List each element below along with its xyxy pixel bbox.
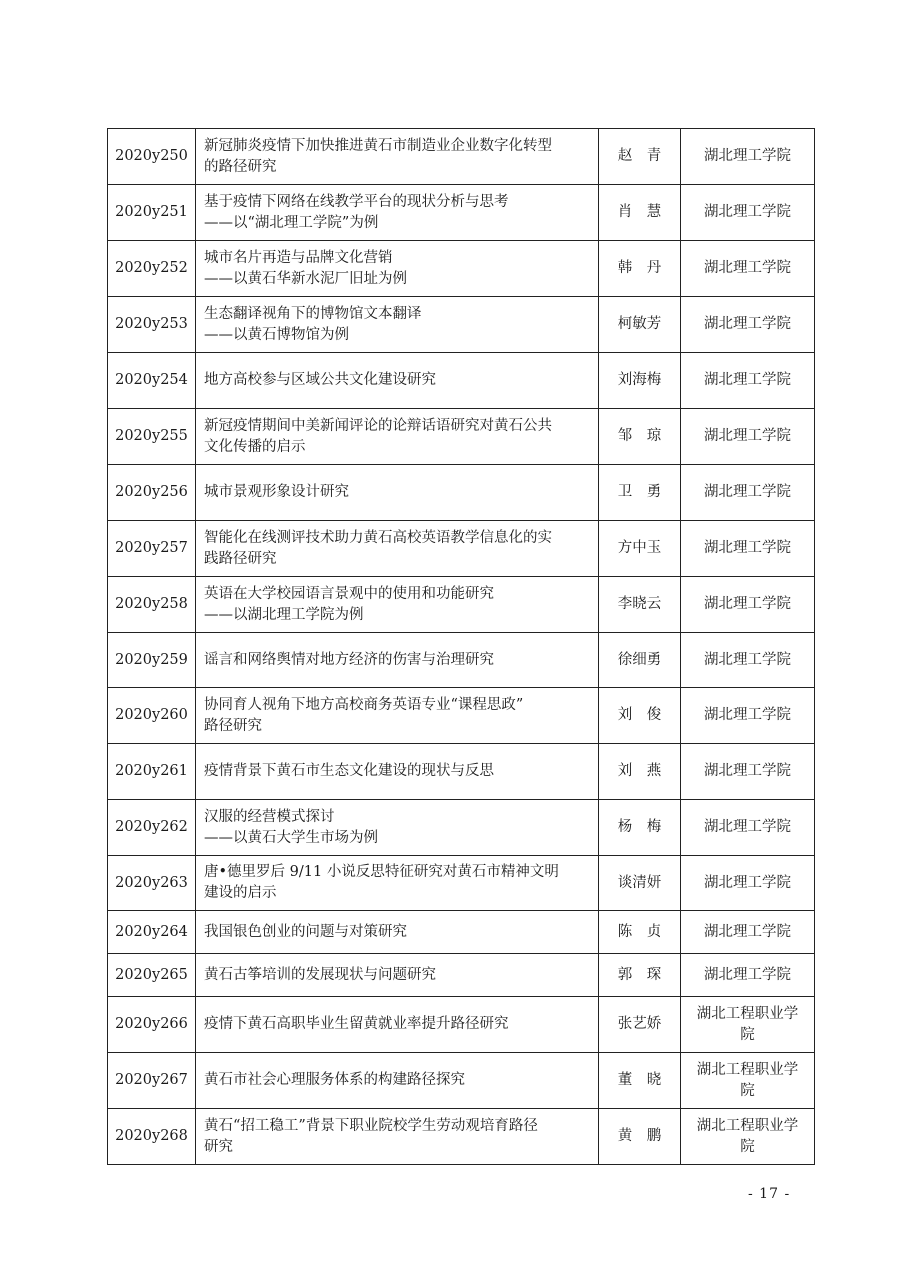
project-leader: 谈清妍 <box>599 856 681 911</box>
project-leader: 柯敏芳 <box>599 297 681 353</box>
project-leader: 方中玉 <box>599 521 681 577</box>
project-unit: 湖北理工学院 <box>681 297 815 353</box>
project-title <box>196 1053 599 1109</box>
project-code: 2020y264 <box>108 911 196 954</box>
table-row <box>108 465 815 521</box>
project-title-line: 协同育人视角下地方高校商务英语专业“课程思政” <box>204 696 524 713</box>
project-leader: 黄 鹏 <box>599 1109 681 1165</box>
project-unit: 湖北理工学院 <box>681 241 815 297</box>
project-unit: 湖北理工学院 <box>681 353 815 409</box>
project-title <box>196 856 599 911</box>
table-row <box>108 353 815 409</box>
project-unit: 湖北理工学院 <box>681 465 815 521</box>
project-title-line: 文化传播的启示 <box>204 438 306 455</box>
project-code: 2020y267 <box>108 1053 196 1109</box>
project-leader: 邹 琼 <box>599 409 681 465</box>
project-leader: 李晓云 <box>599 577 681 633</box>
project-code: 2020y251 <box>108 185 196 241</box>
project-unit: 湖北理工学院 <box>681 800 815 856</box>
project-unit: 湖北工程职业学院 <box>681 1053 815 1109</box>
project-leader: 韩 丹 <box>599 241 681 297</box>
project-title-line: ——以湖北理工学院为例 <box>204 606 364 623</box>
project-title-line: 研究 <box>204 1138 233 1155</box>
project-unit: 湖北工程职业学院 <box>681 1109 815 1165</box>
table-row <box>108 577 815 633</box>
project-code: 2020y262 <box>108 800 196 856</box>
project-leader: 刘 俊 <box>599 688 681 744</box>
project-leader: 刘 燕 <box>599 744 681 800</box>
table-row <box>108 856 815 911</box>
project-title <box>196 409 599 465</box>
project-unit: 湖北理工学院 <box>681 911 815 954</box>
project-title-line: 建设的启示 <box>204 885 277 901</box>
project-title-line: 新冠肺炎疫情下加快推进黄石市制造业企业数字化转型 <box>204 137 552 154</box>
project-table-body <box>108 129 815 1165</box>
project-code: 2020y268 <box>108 1109 196 1165</box>
project-title <box>196 241 599 297</box>
project-title-line: 唐•德里罗后 9/11 小说反思特征研究对黄石市精神文明 <box>204 864 559 880</box>
project-title-line: 城市景观形象设计研究 <box>204 484 349 500</box>
project-title-line: 黄石“招工稳工”背景下职业院校学生劳动观培育路径 <box>204 1117 538 1134</box>
table-row <box>108 911 815 954</box>
project-title-line: 新冠疫情期间中美新闻评论的论辩话语研究对黄石公共 <box>204 417 552 434</box>
project-leader: 肖 慧 <box>599 185 681 241</box>
project-code: 2020y253 <box>108 297 196 353</box>
project-title-line: 路径研究 <box>204 717 262 734</box>
table-row <box>108 241 815 297</box>
table-row <box>108 1109 815 1165</box>
project-title-line: 汉服的经营模式探讨 <box>204 808 335 825</box>
project-code: 2020y257 <box>108 521 196 577</box>
table-row <box>108 954 815 997</box>
table-row <box>108 409 815 465</box>
project-title <box>196 633 599 688</box>
project-leader: 董 晓 <box>599 1053 681 1109</box>
project-leader: 张艺娇 <box>599 997 681 1053</box>
page-number: - 17 - <box>748 1186 791 1202</box>
table-row <box>108 521 815 577</box>
table-row <box>108 744 815 800</box>
table-row <box>108 129 815 185</box>
table-row <box>108 185 815 241</box>
project-code: 2020y258 <box>108 577 196 633</box>
project-title-line: 地方高校参与区域公共文化建设研究 <box>204 372 436 388</box>
project-leader: 陈 贞 <box>599 911 681 954</box>
project-unit: 湖北理工学院 <box>681 577 815 633</box>
project-title <box>196 997 599 1053</box>
project-code: 2020y252 <box>108 241 196 297</box>
project-title <box>196 465 599 521</box>
project-title <box>196 688 599 744</box>
project-title <box>196 1109 599 1165</box>
project-code: 2020y261 <box>108 744 196 800</box>
project-leader: 徐细勇 <box>599 633 681 688</box>
project-leader: 赵 青 <box>599 129 681 185</box>
table-row <box>108 297 815 353</box>
project-unit: 湖北理工学院 <box>681 185 815 241</box>
table-row <box>108 800 815 856</box>
project-unit: 湖北理工学院 <box>681 688 815 744</box>
project-title-line: 践路径研究 <box>204 550 277 567</box>
project-title-line: ——以黄石华新水泥厂旧址为例 <box>204 270 407 287</box>
project-unit: 湖北理工学院 <box>681 856 815 911</box>
project-unit: 湖北理工学院 <box>681 521 815 577</box>
project-title <box>196 129 599 185</box>
project-title-line: 智能化在线测评技术助力黄石高校英语教学信息化的实 <box>204 529 552 546</box>
project-title-line: 基于疫情下网络在线教学平台的现状分析与思考 <box>204 193 509 210</box>
project-unit: 湖北理工学院 <box>681 633 815 688</box>
project-title-line: 生态翻译视角下的博物馆文本翻译 <box>204 305 422 322</box>
project-code: 2020y263 <box>108 856 196 911</box>
project-title-line: 的路径研究 <box>204 158 277 175</box>
project-code: 2020y259 <box>108 633 196 688</box>
project-title-line: ——以黄石博物馆为例 <box>204 326 349 343</box>
project-title <box>196 577 599 633</box>
project-code: 2020y255 <box>108 409 196 465</box>
project-unit: 湖北工程职业学院 <box>681 997 815 1053</box>
project-title-line: 黄石古筝培训的发展现状与问题研究 <box>204 966 436 983</box>
project-code: 2020y260 <box>108 688 196 744</box>
project-title-line: 城市名片再造与品牌文化营销 <box>204 249 393 266</box>
project-title <box>196 954 599 997</box>
project-title-line: 疫情下黄石高职毕业生留黄就业率提升路径研究 <box>204 1016 509 1032</box>
project-leader: 郭 琛 <box>599 954 681 997</box>
project-title-line: 我国银色创业的问题与对策研究 <box>204 923 407 940</box>
table-row <box>108 688 815 744</box>
table-row <box>108 1053 815 1109</box>
project-title <box>196 744 599 800</box>
project-title <box>196 911 599 954</box>
project-title <box>196 297 599 353</box>
table-row <box>108 633 815 688</box>
project-title <box>196 353 599 409</box>
project-code: 2020y250 <box>108 129 196 185</box>
project-code: 2020y256 <box>108 465 196 521</box>
project-leader: 刘海梅 <box>599 353 681 409</box>
project-title-line: ——以黄石大学生市场为例 <box>204 829 378 846</box>
project-unit: 湖北理工学院 <box>681 744 815 800</box>
project-unit: 湖北理工学院 <box>681 129 815 185</box>
project-title-line: 疫情背景下黄石市生态文化建设的现状与反思 <box>204 763 494 779</box>
project-title-line: 谣言和网络舆情对地方经济的伤害与治理研究 <box>204 651 494 668</box>
project-title <box>196 800 599 856</box>
project-code: 2020y254 <box>108 353 196 409</box>
project-title-line: 英语在大学校园语言景观中的使用和功能研究 <box>204 585 494 602</box>
project-leader: 卫 勇 <box>599 465 681 521</box>
project-title <box>196 521 599 577</box>
table-row <box>108 997 815 1053</box>
project-leader: 杨 梅 <box>599 800 681 856</box>
project-unit: 湖北理工学院 <box>681 954 815 997</box>
project-unit: 湖北理工学院 <box>681 409 815 465</box>
project-title-line: 黄石市社会心理服务体系的构建路径探究 <box>204 1072 465 1088</box>
project-code: 2020y265 <box>108 954 196 997</box>
project-code: 2020y266 <box>108 997 196 1053</box>
project-table <box>107 128 815 1165</box>
project-title-line: ——以“湖北理工学院”为例 <box>204 214 379 231</box>
project-title <box>196 185 599 241</box>
